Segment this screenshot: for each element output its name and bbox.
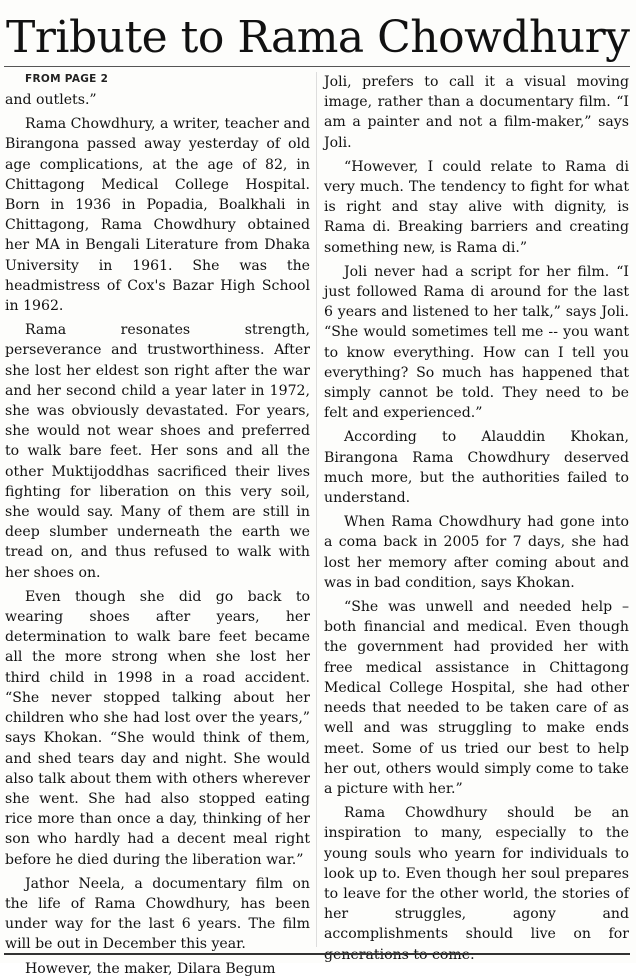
paragraph: “However, I could relate to Rama di very much. The tendency to fight for what is right and stay alive with dignity, is Rama di. Breaking barriers and creating something new, is Rama di.” xyxy=(324,158,629,256)
paragraph: Rama resonates strength, perseverance and trustworthiness. After she lost her eldest son right after the war and her second child a year later in 1972, she was obviously devastated. For years, she would not wear shoes and preferred to walk bare feet. Her sons and all the other Muktijoddhas sacrificed their lives fighting for liberation on this very soil, she would say. Many of them are still in deep slumber underneath the earth we tread on, and thus refused to walk with her shoes on. xyxy=(5,322,310,581)
paragraph: Joli never had a script for her film. “I just followed Rama di around for the last 6 years and listened to her talk,” says Joli. “She would sometimes tell me -- you want to know everything. How can I tell you everything? So much has happened that simply cannot be told. They need to be felt and experienced.” xyxy=(324,263,629,422)
column-gutter xyxy=(316,72,317,947)
paragraph: However, the maker, Dilara Begum xyxy=(25,960,276,977)
headline-rule xyxy=(4,66,630,67)
paragraph: Rama Chowdhury, a writer, teacher and Birangona passed away yesterday of old age complications, at the age of 82, in Chittagong Medical College Hospital. Born in 1936 in Popadia, Boalkhali in Chittagong, Rama Chowdhury obtained her MA in Bengali Literature from Dhaka University in 1961. She was the headmistress of Cox's Bazar High School in 1962. xyxy=(5,116,310,315)
paragraph: Even though she did go back to wearing shoes after years, her determination to walk bare feet became all the more strong when she lost her third child in 1998 in a road accident. “She never stopped talking about her children who she had lost over the years,” says Khokan. “She would think of them, and shed tears day and night. She would also talk about them with others wherever she went. She had also stopped eating rice more than once a day, thinking of her son who hardly had a decent meal right before he died during the liberation war.” xyxy=(5,588,310,868)
paragraph: Rama Chowdhury should be an inspiration to many, especially to the young souls who yearn for individuals to look up to. Even though her soul prepares to leave for the other world, the stories of her struggles, agony and accomplishments should live on for xyxy=(324,805,629,943)
paragraph: When Rama Chowdhury had gone into a coma back in 2005 for 7 days, she had lost her memory after coming about and was in bad condition, says Khokan. xyxy=(324,514,629,591)
headline: Tribute to Rama Chowdhury xyxy=(6,12,630,63)
paragraph: Jathor Neela, a documentary film on the life of Rama Chowdhury, has been under way for the last 6 years. The film will be out in December this year. xyxy=(5,875,310,953)
jump-line: FROM PAGE 2 xyxy=(25,73,109,85)
left-column xyxy=(5,72,310,977)
paragraph: “She was unwell and needed help – both financial and medical. Even though the government had provided her with free medical assistance in Chittagong Medical College Hospital, she had other needs that needed to be taken care of as well and was struggling to make ends meet. Some of us tried our best to help her out, others would simply come to take a picture with her.” xyxy=(324,599,629,797)
right-column xyxy=(324,72,629,947)
bottom-rule xyxy=(4,953,630,955)
paragraph: and outlets.” xyxy=(5,92,97,108)
paragraph: According to Alauddin Khokan, Birangona Rama Chowdhury deserved much more, but the authorities failed to understand. xyxy=(324,429,629,507)
paragraph: Joli, prefers to call it a visual moving image, rather than a documentary film. “I am a painter and not a film-maker,” says Joli. xyxy=(324,74,629,151)
